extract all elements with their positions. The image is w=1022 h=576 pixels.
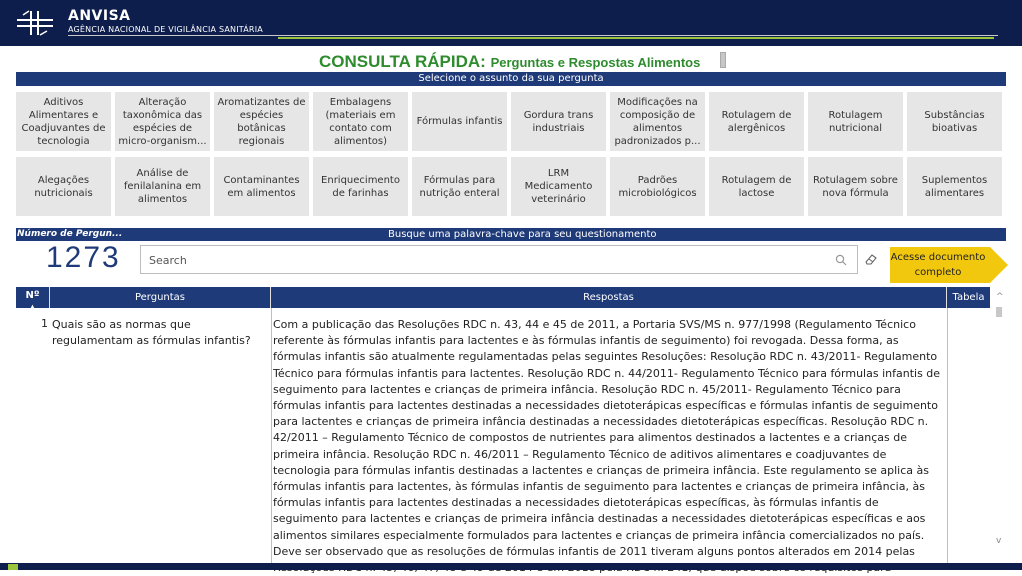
search-icon[interactable] <box>835 254 847 266</box>
subject-tile[interactable]: Padrões microbiológicos <box>610 157 705 216</box>
scroll-down-icon[interactable]: v <box>996 536 1002 546</box>
question-count: 1273 <box>46 241 121 274</box>
table-scrollbar[interactable] <box>993 287 1005 557</box>
page-title <box>319 52 700 72</box>
qa-table <box>16 287 990 563</box>
subject-header: Selecione o assunto da sua pergunta <box>16 72 1006 86</box>
subject-tile[interactable]: Análise de fenilalanina em alimentos <box>115 157 210 216</box>
subject-tile[interactable]: Fórmulas para nutrição enteral <box>412 157 507 216</box>
subject-tile[interactable]: Gordura trans industriais <box>511 92 606 151</box>
resize-handle[interactable] <box>720 52 726 68</box>
question-count-label: Número de Pergun... <box>17 229 123 239</box>
subject-tile[interactable]: Alteração taxonômica das espécies de micro-organism... <box>115 92 210 151</box>
anvisa-logo-icon <box>17 9 53 37</box>
search-input[interactable] <box>149 251 809 269</box>
subject-tile[interactable]: Modificações na composição de alimentos padronizados p... <box>610 92 705 151</box>
subject-tile[interactable]: Enriquecimento de farinhas <box>313 157 408 216</box>
subject-tile[interactable]: Rotulagem sobre nova fórmula <box>808 157 903 216</box>
page-title-main: CONSULTA RÁPIDA: <box>319 52 486 71</box>
subject-tile[interactable]: Embalagens (materiais em contato com alimentos) <box>313 92 408 151</box>
subject-tile[interactable]: Rotulagem de alergênicos <box>709 92 804 151</box>
scroll-thumb[interactable] <box>996 307 1002 317</box>
scroll-up-icon[interactable]: ^ <box>996 292 1004 302</box>
subject-tile[interactable]: Aditivos Alimentares e Coadjuvantes de tecnologia <box>16 92 111 151</box>
subject-tile[interactable]: Fórmulas infantis <box>412 92 507 151</box>
brand-name: ANVISA <box>68 8 131 24</box>
header-divider <box>68 35 998 36</box>
col-header-question[interactable]: Perguntas <box>50 287 271 308</box>
subject-tile[interactable]: Aromatizantes de espécies botânicas regionais <box>214 92 309 151</box>
subject-tile[interactable]: Rotulagem de lactose <box>709 157 804 216</box>
row-answer: Com a publicação das Resoluções RDC n. 43, 44 e 45 de 2011, a Portaria SVS/MS n. 977/1998 (Regulamento Técnico referente às fórmulas infantis para lactentes e às fórmulas infantis de seguimento) foi revogada. Dessa forma, as fórmulas infantis são atualmente regulamentadas pelas seguintes Resoluções: Resolução RDC n. 43/2011- Regulamento Técnico para fórmulas infantis para lactentes. Resolução RDC n. 44/2011- Regulamento Técnico para fórmulas infantis de seguimento para lactentes e crianças de primeira infância. Resolução RDC n. 45/2011- Regulamento Técnico para fórmulas infantis para lactentes destinadas a necessidades dietoterápicas específicas e fórmulas infantis de seguimento para lactentes e crianças de primeira infância destinadas a necessidades dietoterápicas específicas. Resolução RDC n. 42/2011 – Regulamento Técnico de compostos de nutrientes para alimentos destinados a lactentes e a crianças de primeira infância. Resolução RDC n. 46/2011 – Regulamento Técnico de aditivos alimentares e coadjuvantes de tecnologia para fórmulas infantis destinadas a lactentes e crianças de primeira infância. Este regulamento se aplica às fórmulas infantis para lactentes, às fórmulas infantis de seguimento para lactentes e crianças de primeira infância, às fórmulas infantis para lactentes destinadas a necessidades dietoterápicas específicas, às fórmulas infantis de seguimento para lactentes e crianças de primeira infância destinadas a necessidades dietoterápicas específicas e aos alimentos similares especialmente formulados para lactentes e crianças de primeira infância comercializados no país. Deve ser observado que as resoluções de fórmulas infantis de 2011 tiveram alguns pontos alterados em 2014 pelas <box>273 318 941 558</box>
table-header <box>16 287 990 314</box>
col-header-answer[interactable]: Respostas <box>271 287 947 308</box>
subject-tiles <box>16 92 1006 216</box>
doc-button-label: Acesse documento completo <box>890 252 986 278</box>
subject-tile[interactable]: Substâncias bioativas <box>907 92 1002 151</box>
full-document-button[interactable] <box>890 247 1008 283</box>
brand-subtitle: AGÊNCIA NACIONAL DE VIGILÂNCIA SANITÁRIA <box>68 25 263 34</box>
page-title-sub: Perguntas e Respostas Alimentos <box>490 55 701 70</box>
subject-tile[interactable]: Rotulagem nutricional <box>808 92 903 151</box>
subject-tile[interactable]: Contaminantes em alimentos <box>214 157 309 216</box>
search-hint: Busque uma palavra-chave para seu questionamento <box>388 229 657 240</box>
col-header-num-label: Nº <box>25 290 40 301</box>
sort-up-icon: ▲ <box>28 303 37 314</box>
column-divider <box>271 308 272 568</box>
header-accent-line <box>278 37 994 39</box>
subject-tile[interactable]: Suplementos alimentares <box>907 157 1002 216</box>
search-box <box>140 245 858 274</box>
row-question: Quais são as normas que regulamentam as fórmulas infantis? <box>52 318 251 348</box>
subject-tile[interactable]: Alegações nutricionais <box>16 157 111 216</box>
row-number: 1 <box>41 317 48 330</box>
column-divider <box>947 308 948 568</box>
col-header-table[interactable]: Tabela <box>952 292 985 303</box>
col-header-num[interactable] <box>16 287 50 314</box>
top-header <box>0 0 1022 46</box>
eraser-icon[interactable] <box>864 253 878 265</box>
footer-bar <box>0 563 1022 570</box>
footer-accent <box>8 564 18 570</box>
subject-tile[interactable]: LRM Medicamento veterinário <box>511 157 606 216</box>
